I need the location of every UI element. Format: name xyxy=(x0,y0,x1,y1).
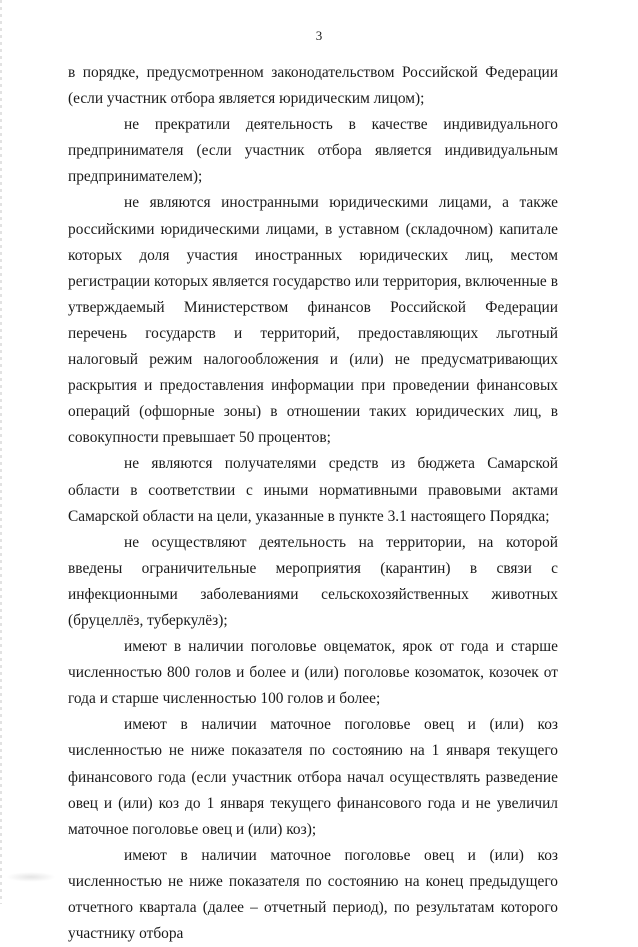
scan-smudge-artifact xyxy=(6,872,56,882)
page-number: 3 xyxy=(315,28,323,43)
paragraph-7: имеют в наличии маточное поголовье овец и (или) коз численностью не ниже показателя по состоянию на 1 января текущего финансового года (если участник отбора начал осуществлять разведение овец и (или) коз до 1 января текущего финансового года и не увеличил маточное поголовье овец и (или) коз); xyxy=(68,716,558,838)
paragraph-5: не осуществляют деятельность на территории, на которой введены ограничительные мероприятия (карантин) в связи с инфекционными заболеваниями сельскохозяйственных животных (бруцеллёз, туберкулёз); xyxy=(68,533,558,629)
paragraph-1: в порядке, предусмотренном законодательством Российской Федерации (если участник отбора является юридическим лицом); xyxy=(68,64,558,108)
paragraph-2: не прекратили деятельность в качестве индивидуального предпринимателя (если участник отбора является индивидуальным предпринимателем); xyxy=(68,116,558,186)
paragraph-8: имеют в наличии маточное поголовье овец и (или) коз численностью не ниже показателя по состоянию на конец предыдущего отчетного квартала (далее – отчетный период), по результатам которого участнику отбора xyxy=(68,846,558,943)
document-body xyxy=(68,60,558,947)
scan-edge-artifact xyxy=(0,0,2,904)
paragraph-6: имеют в наличии поголовье овцематок, ярок от года и старше численностью 800 голов и более и (или) поголовье козоматок, козочек от года и старше численностью 100 голов и более; xyxy=(68,638,558,708)
paragraph-4: не являются получателями средств из бюджета Самарской области в соответствии с иными нормативными правовыми актами Самарской области на цели, указанные в пункте 3.1 настоящего Порядка; xyxy=(68,455,558,525)
paragraph-3: не являются иностранными юридическими лицами, а также российскими юридическими лицами, в уставном (складочном) капитале которых доля участия иностранных юридических лиц, местом регистрации которых является государство или территория, включенные в утверждаемый Министерством финансов Российской Федерации перечень государств и территорий, предоставляющих льготный налоговый режим налогообложения и (или) не предусматривающих раскрытия и предоставления информации при проведении финансовых операций (офшорные зоны) в отношении таких юридических лиц, в совокупности превышает 50 процентов; xyxy=(68,194,558,447)
